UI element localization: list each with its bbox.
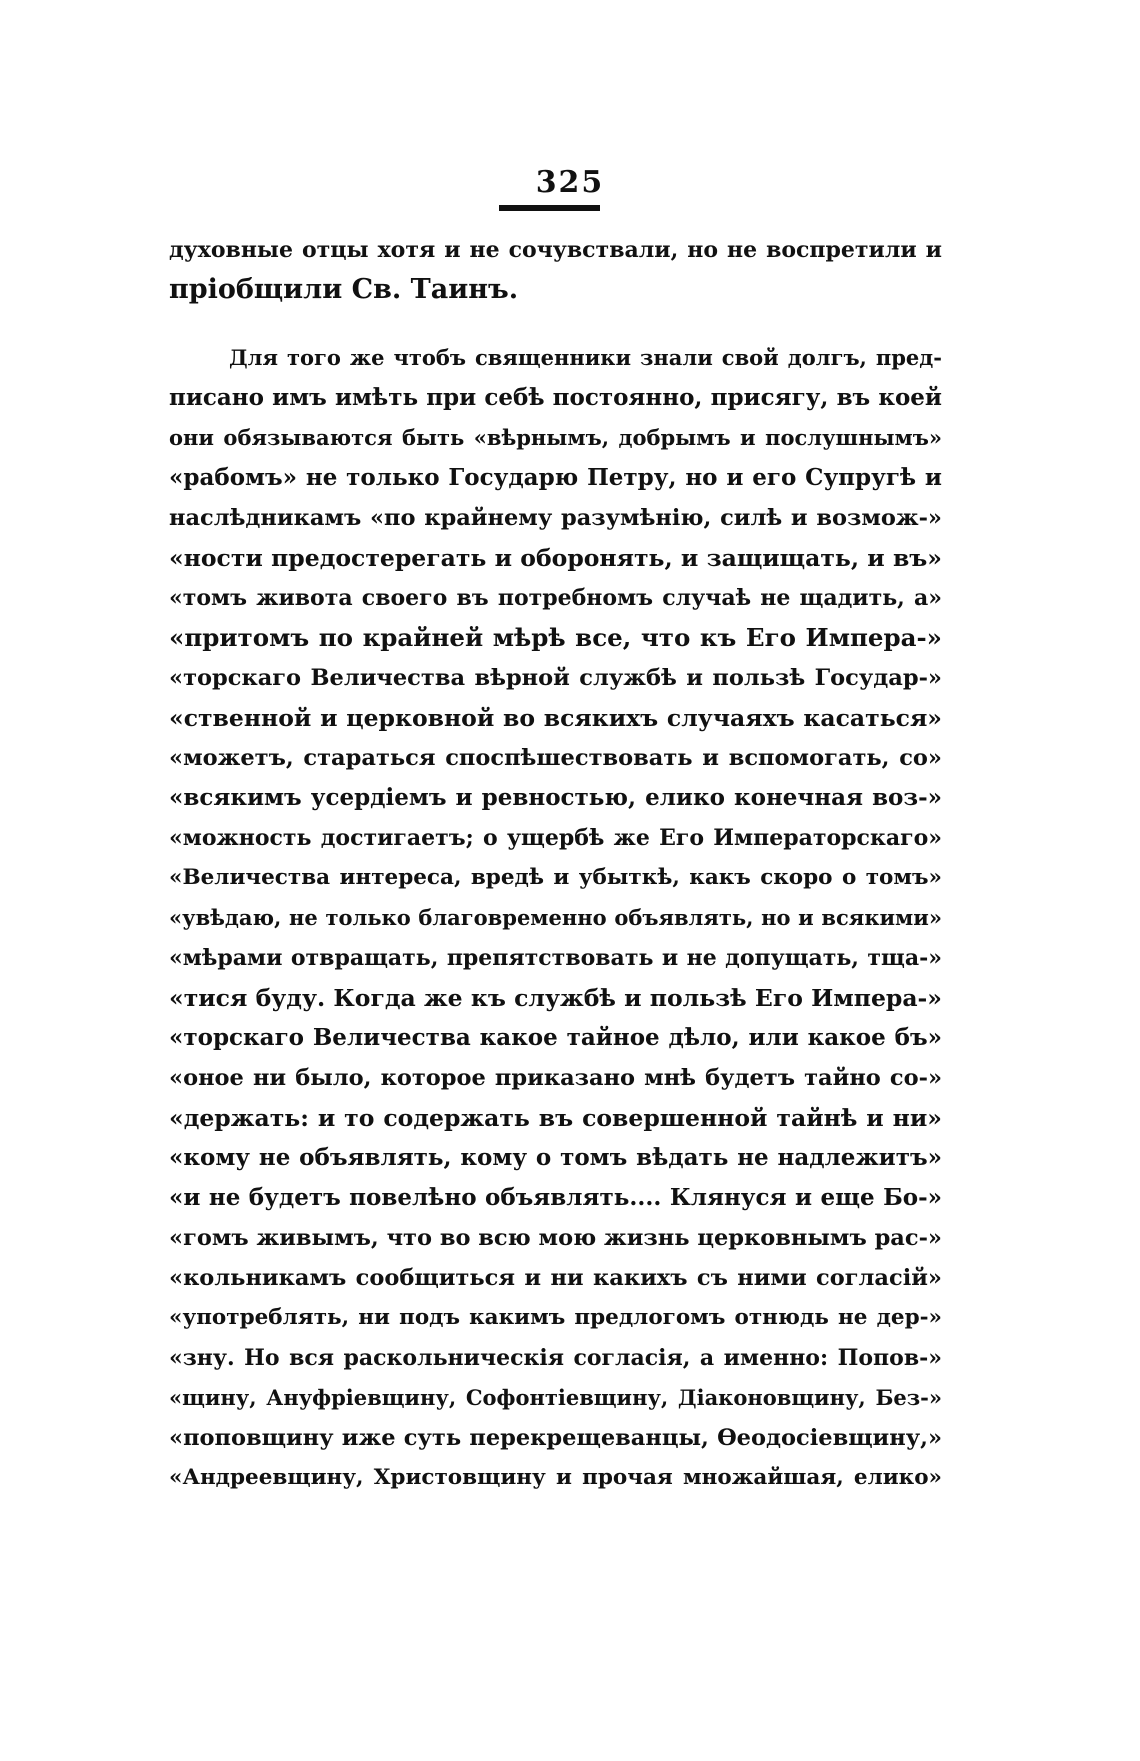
text-line: «гомъ живымъ, что во всю мою жизнь церковнымъ рас-»: [169, 1225, 942, 1251]
text-line: «увѣдаю, не только благовременно объявлять, но и всякими»: [169, 905, 942, 930]
text-line: «Андреевщину, Христовщину и прочая множайшая, елико»: [169, 1465, 942, 1490]
text-line: «рабомъ» не только Государю Петру, но и его Супругѣ и: [169, 464, 942, 491]
text-line: «Величества интереса, вредѣ и убыткѣ, какъ скоро о томъ»: [169, 865, 942, 890]
text-line: «поповщину иже суть перекрещеванцы, Өеодосіевщину,»: [169, 1425, 942, 1451]
text-line: Для того же чтобъ священники знали свой долгъ, пред-: [229, 345, 942, 370]
text-line: «щину, Ануфріевщину, Софонтіевщину, Діаконовщину, Без-»: [169, 1385, 942, 1410]
text-line: «зну. Но вся раскольническія согласія, а именно: Попов-»: [169, 1345, 942, 1371]
page-number: 325: [535, 165, 605, 200]
text-line: они обязываются быть «вѣрнымъ, добрымъ и послушнымъ»: [169, 425, 942, 450]
text-line: «можетъ, стараться споспѣшествовать и вспомогать, со»: [169, 745, 942, 771]
text-line: «ности предостерегать и оборонять, и защищать, и въ»: [169, 544, 942, 572]
text-line: «кому не объявлять, кому о томъ вѣдать не надлежитъ»: [169, 1144, 942, 1171]
text-line: наслѣдникамъ «по крайнему разумѣнію, силѣ и возмож-»: [169, 505, 942, 531]
text-line: «мѣрами отвращать, препятствовать и не допущать, тща-»: [169, 945, 942, 971]
text-line: писано имъ имѣть при себѣ постоянно, присягу, въ коей: [169, 384, 942, 411]
text-line: «тися буду. Когда же къ службѣ и пользѣ Его Импера-»: [169, 984, 942, 1012]
text-line: «притомъ по крайней мѣрѣ все, что къ Его Импера-»: [169, 623, 942, 652]
text-line: «ственной и церковной во всякихъ случаяхъ касаться»: [169, 704, 942, 732]
text-line: «торскаго Величества вѣрной службѣ и пользѣ Государ-»: [169, 665, 942, 691]
text-line: «кольникамъ сообщиться и ни какихъ съ ними согласій»: [169, 1265, 942, 1291]
text-line: «и не будетъ повелѣно объявлять.... Клянуся и еще Бо-»: [169, 1184, 942, 1211]
text-line: «оное ни было, которое приказано мнѣ будетъ тайно со-»: [169, 1065, 942, 1091]
text-line: духовные отцы хотя и не сочувствали, но не воспретили и: [169, 237, 942, 263]
text-line: «томъ живота своего въ потребномъ случаѣ не щадить, а»: [169, 585, 942, 611]
text-line: пріобщили Св. Таинъ.: [169, 274, 519, 305]
text-line: «торскаго Величества какое тайное дѣло, или какое бъ»: [169, 1024, 942, 1051]
text-line: «всякимъ усердіемъ и ревностью, елико конечная воз-»: [169, 784, 942, 811]
text-line: «употреблять, ни подъ какимъ предлогомъ отнюдь не дер-»: [169, 1305, 942, 1330]
text-line: «можность достигаетъ; о ущербѣ же Его Императорскаго»: [169, 825, 942, 851]
text-line: «держать: и то содержать въ совершенной тайнѣ и ни»: [169, 1104, 942, 1132]
header-rule: [499, 205, 600, 211]
